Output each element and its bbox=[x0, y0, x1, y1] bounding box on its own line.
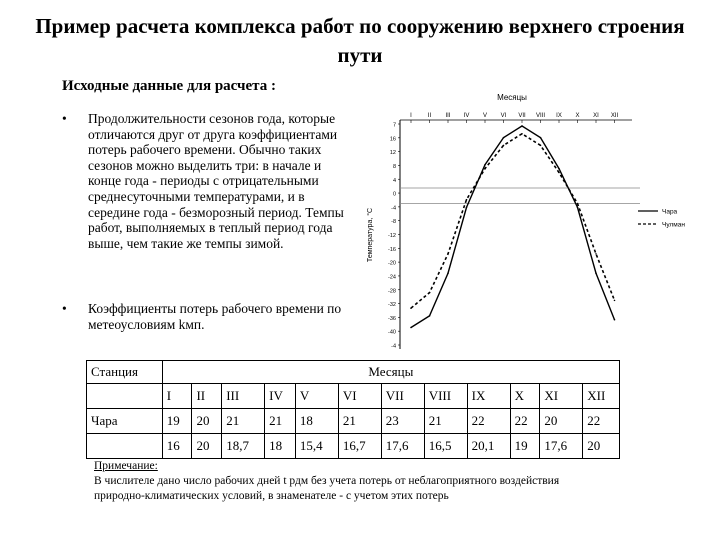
x-tick-label: IV bbox=[463, 113, 470, 119]
data-point bbox=[558, 168, 560, 170]
y-tick-label: 8 bbox=[392, 163, 396, 170]
months-header: Месяцы bbox=[162, 361, 619, 384]
month-cell: XII bbox=[583, 384, 620, 409]
page-title: Пример расчета комплекса работ по сооружению верхнего строения пути bbox=[35, 14, 685, 67]
value-cell: 19 bbox=[162, 409, 192, 434]
y-tick-label: -20 bbox=[388, 260, 396, 267]
data-point bbox=[429, 315, 431, 317]
y-tick-label: -32 bbox=[388, 302, 396, 309]
footnote-line: природно-климатических условий, в знаменателе - с учетом этих потерь bbox=[94, 490, 449, 502]
data-point bbox=[410, 307, 412, 309]
data-point bbox=[466, 207, 468, 209]
value-cell: 22 bbox=[583, 409, 620, 434]
data-point bbox=[484, 164, 486, 166]
data-point bbox=[540, 137, 542, 139]
y-tick-label: -24 bbox=[388, 274, 396, 281]
value-cell: 18,7 bbox=[222, 434, 265, 459]
value-cell: 16,5 bbox=[424, 434, 467, 459]
value-cell: 15,4 bbox=[295, 434, 338, 459]
y-tick-label: -36 bbox=[388, 315, 396, 322]
data-point bbox=[410, 327, 412, 329]
month-cell: I bbox=[162, 384, 192, 409]
data-point bbox=[447, 272, 449, 274]
table-row-months bbox=[87, 384, 620, 409]
value-cell: 19 bbox=[510, 434, 540, 459]
x-tick-label: XI bbox=[593, 113, 599, 119]
value-cell: 22 bbox=[510, 409, 540, 434]
value-cell: 21 bbox=[338, 409, 381, 434]
y-tick-label: -28 bbox=[388, 288, 396, 295]
x-tick-label: I bbox=[410, 113, 412, 119]
value-cell: 20 bbox=[192, 409, 222, 434]
x-tick-label: VI bbox=[500, 113, 507, 119]
value-cell: 21 bbox=[424, 409, 467, 434]
y-tick-label: 12 bbox=[389, 150, 396, 157]
month-cell: IX bbox=[467, 384, 510, 409]
table-cell-empty bbox=[87, 434, 163, 459]
value-cell: 18 bbox=[295, 409, 338, 434]
table-header-row bbox=[87, 361, 620, 384]
month-cell: X bbox=[510, 384, 540, 409]
value-cell: 20 bbox=[583, 434, 620, 459]
month-cell: II bbox=[192, 384, 222, 409]
footnote-label: Примечание: bbox=[94, 460, 158, 472]
y-tick-label: -12 bbox=[388, 233, 396, 239]
value-cell: 16,7 bbox=[338, 434, 381, 459]
x-tick-label: II bbox=[427, 113, 432, 119]
month-cell: III bbox=[222, 384, 265, 409]
data-point bbox=[466, 199, 468, 201]
x-tick-label: XII bbox=[610, 113, 619, 119]
data-point bbox=[503, 145, 505, 147]
month-cell: VIII bbox=[424, 384, 467, 409]
legend-label: Чара bbox=[662, 208, 678, 216]
chart-title: Месяцы bbox=[497, 93, 527, 102]
chart-ylabel: Температура, °С bbox=[367, 207, 374, 263]
value-cell: 17,6 bbox=[540, 434, 583, 459]
bullet-marker: • bbox=[62, 111, 67, 126]
month-cell: VII bbox=[381, 384, 424, 409]
data-point bbox=[595, 253, 597, 255]
chart-series bbox=[410, 125, 615, 328]
y-tick-label: 7 bbox=[392, 122, 396, 129]
bullet-marker: • bbox=[62, 301, 67, 316]
x-tick-label: V bbox=[482, 113, 488, 119]
data-point bbox=[447, 253, 449, 255]
y-tick-label: -4 bbox=[391, 205, 396, 212]
y-tick-label: 4 bbox=[392, 177, 396, 184]
series-line-chulman bbox=[411, 134, 615, 308]
data-point bbox=[484, 168, 486, 170]
value-cell: 18 bbox=[265, 434, 296, 459]
chart-axes bbox=[400, 120, 640, 349]
y-tick-label: 0 bbox=[392, 191, 396, 198]
table-cell-empty bbox=[87, 384, 163, 409]
value-cell: 20 bbox=[540, 409, 583, 434]
y-tick-label: -16 bbox=[388, 246, 396, 253]
workdays-table bbox=[86, 360, 620, 459]
station-name: Чара bbox=[87, 409, 163, 434]
value-cell: 23 bbox=[381, 409, 424, 434]
y-tick-label: -8 bbox=[391, 219, 396, 226]
value-cell: 20 bbox=[192, 434, 222, 459]
value-cell: 21 bbox=[265, 409, 296, 434]
value-cell: 20,1 bbox=[467, 434, 510, 459]
value-cell: 16 bbox=[162, 434, 192, 459]
series-line-chara bbox=[411, 126, 615, 328]
data-point bbox=[429, 292, 431, 294]
data-point bbox=[521, 125, 523, 127]
value-cell: 22 bbox=[467, 409, 510, 434]
y-tick-label: -40 bbox=[388, 329, 396, 336]
data-point bbox=[614, 319, 616, 321]
table-row-days bbox=[87, 409, 620, 434]
footnote bbox=[94, 459, 704, 504]
data-point bbox=[614, 300, 616, 302]
footnote-line: В числителе дано число рабочих дней t рдм без учета потерь от неблагоприятного воздействия bbox=[94, 475, 560, 487]
x-tick-label: VII bbox=[518, 113, 526, 119]
data-point bbox=[577, 207, 579, 209]
section-subtitle: Исходные данные для расчета : bbox=[62, 78, 276, 94]
chart-legend bbox=[638, 209, 685, 229]
x-tick-label: IX bbox=[556, 113, 562, 119]
data-point bbox=[595, 272, 597, 274]
value-cell: 21 bbox=[222, 409, 265, 434]
y-tick-label: 16 bbox=[389, 136, 396, 143]
month-cell: XI bbox=[540, 384, 583, 409]
station-header: Станция bbox=[87, 361, 163, 384]
month-cell: IV bbox=[265, 384, 296, 409]
table-row-days-adjusted bbox=[87, 434, 620, 459]
x-tick-label: VIII bbox=[535, 113, 546, 119]
data-point bbox=[540, 145, 542, 147]
month-cell: VI bbox=[338, 384, 381, 409]
data-point bbox=[521, 133, 523, 135]
legend-label: Чулман bbox=[662, 221, 685, 229]
x-tick-label: III bbox=[445, 113, 451, 119]
x-tick-label: X bbox=[575, 113, 580, 119]
month-cell: V bbox=[295, 384, 338, 409]
bullet-text: Коэффициенты потерь рабочего времени по метеоусловиям kмп. bbox=[88, 301, 342, 332]
data-point bbox=[577, 203, 579, 205]
value-cell: 17,6 bbox=[381, 434, 424, 459]
bullet-text: Продолжительности сезонов года, которые отличаются друг от друга коэффициентами потерь рабочего времени. Обычно таких сезонов можно выделить три: в начале и конце года - периоды с отрицательными среднесуточными температурами, и в середине года - безморозный период. Темпы работ, выполняемых в теплый период года выше, чем такие же темпы зимой. bbox=[88, 111, 344, 251]
y-tick-label: -4 bbox=[391, 343, 396, 350]
data-point bbox=[558, 172, 560, 174]
data-point bbox=[503, 137, 505, 139]
